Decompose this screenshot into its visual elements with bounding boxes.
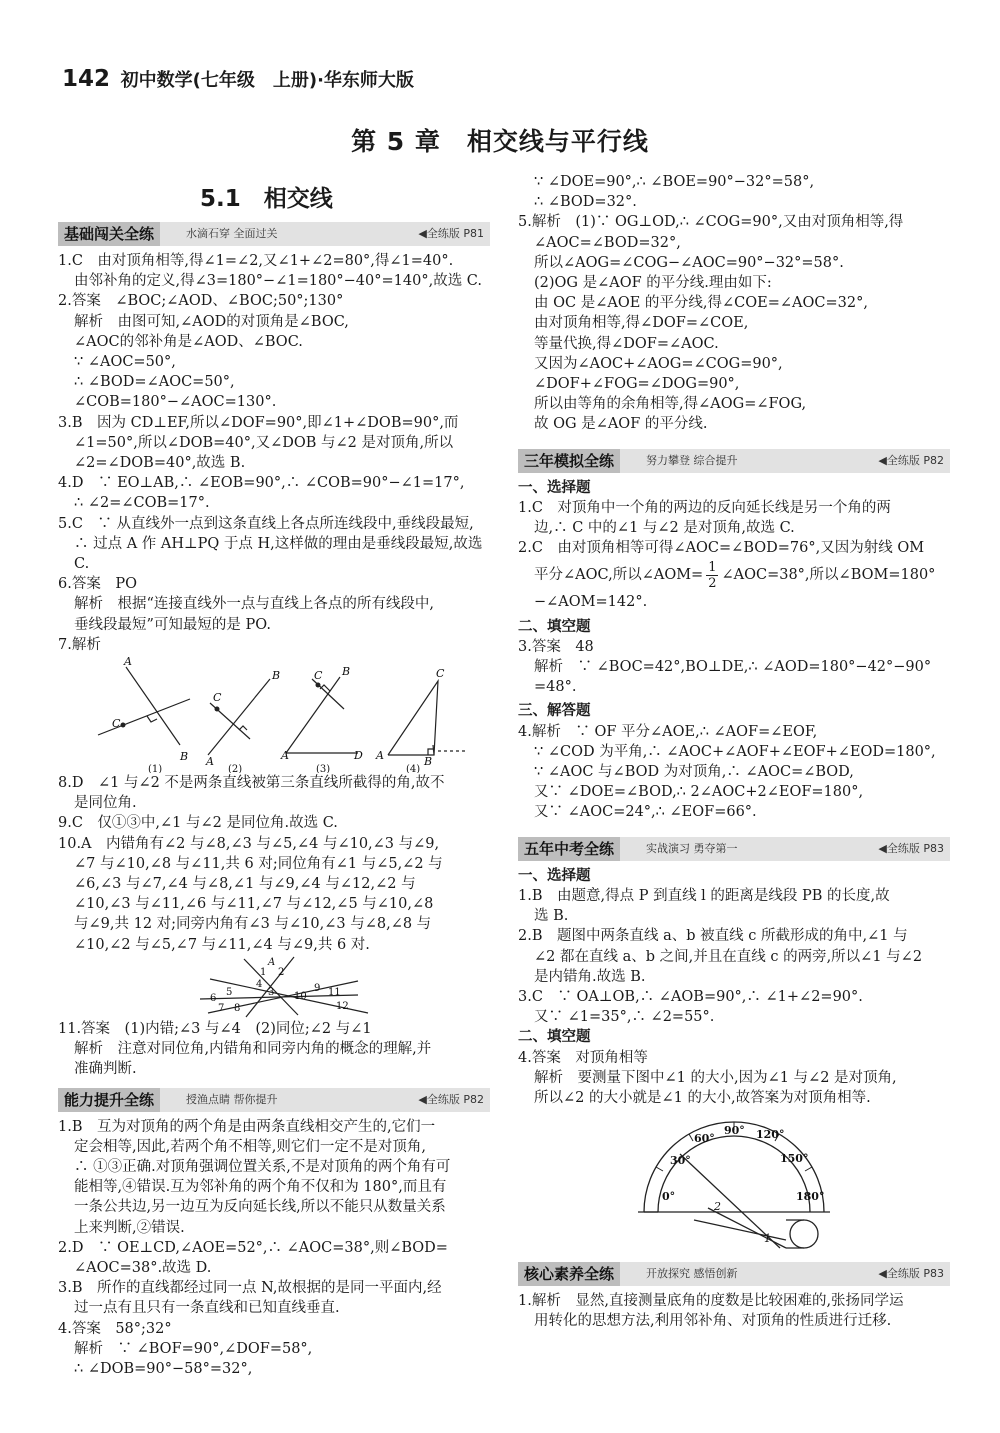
figure-point-label: B bbox=[342, 665, 351, 679]
figure-caption: (3) bbox=[316, 764, 331, 774]
subheading: 一、选择题 bbox=[518, 867, 591, 884]
protractor-angle-label: 150° bbox=[780, 1152, 809, 1166]
figure-label: 10 bbox=[294, 990, 307, 1002]
bar-subtitle: 授渔点睛 帮你提升 bbox=[186, 1092, 278, 1106]
left-column bbox=[58, 219, 490, 1379]
answer-line: 又∵ ∠DOE=∠BOD,∴ 2∠AOC+2∠EOF=180°, bbox=[534, 784, 864, 801]
answer-line: 是同位角. bbox=[74, 795, 137, 812]
answer-line: ∠6,∠3 与∠7,∠4 与∠8,∠1 与∠9,∠4 与∠12,∠2 与 bbox=[74, 876, 416, 893]
answer-line: 解析 ∵ ∠BOF=90°,∠DOF=58°, bbox=[74, 1340, 313, 1357]
bar-title: 三年模拟全练 bbox=[518, 449, 620, 473]
answer-line: 解析 要测量下图中∠1 的大小,因为∠1 与∠2 是对顶角, bbox=[534, 1069, 897, 1086]
answer-line: 由邻补角的定义,得∠3=180°−∠1=180°−40°=140°,故选 C. bbox=[74, 273, 482, 290]
figure-point-label: A bbox=[376, 749, 384, 763]
answer-line: 所以由等角的余角相等,得∠AOG=∠FOG, bbox=[534, 396, 807, 413]
answer-line: 故 OG 是∠AOF 的平分线. bbox=[534, 416, 708, 433]
answer-line: ∠1=50°,所以∠DOB=40°,又∠DOB 与∠2 是对顶角,所以 bbox=[74, 434, 454, 451]
figure-point-label: C bbox=[436, 667, 445, 681]
answer-line: 过一点有且只有一条直线和已知直线垂直. bbox=[74, 1300, 340, 1317]
protractor-angle-label: 90° bbox=[724, 1124, 745, 1138]
answer-line: 等量代换,得∠DOF=∠AOC. bbox=[534, 335, 719, 352]
answer-line: ∵ ∠COD 为平角,∴ ∠AOC+∠AOF+∠EOF+∠EOD=180°, bbox=[534, 743, 936, 760]
angle-figure-q10 bbox=[58, 955, 490, 1019]
answer-line: 9.C 仅①③中,∠1 与∠2 是同位角.故选 C. bbox=[58, 815, 338, 832]
answer-line: 边,∴ C 中的∠1 与∠2 是对顶角,故选 C. bbox=[534, 520, 795, 537]
answer-line: 上来判断,②错误. bbox=[74, 1219, 185, 1236]
section-title: 5.1 相交线 bbox=[200, 186, 333, 212]
answer-line: 1.C 对顶角中一个角的两边的反向延长线是另一个角的两 bbox=[518, 499, 891, 516]
section-bar-five-year bbox=[518, 837, 950, 861]
answer-text: 平分∠AOC,所以∠AOM= bbox=[534, 567, 704, 584]
answer-line: =48°. bbox=[534, 679, 577, 696]
answer-line: 定会相等,因此,若两个角不相等,则它们一定不是对顶角, bbox=[74, 1138, 426, 1155]
answer-line: 4.解析 ∵ OF 平分∠AOE,∴ ∠AOF=∠EOF, bbox=[518, 723, 818, 740]
answer-line: 1.B 由题意,得点 P 到直线 l 的距离是线段 PB 的长度,故 bbox=[518, 887, 890, 904]
fraction-denominator: 2 bbox=[708, 575, 717, 591]
perpendicular-figures bbox=[58, 655, 490, 773]
answer-line: 解析 由图可知,∠AOD的对顶角是∠BOC, bbox=[74, 313, 349, 330]
answer-line: ∠AOC=∠BOD=32°, bbox=[534, 234, 681, 251]
answer-line: 3.B 所作的直线都经过同一点 N,故根据的是同一平面内,经 bbox=[58, 1280, 442, 1297]
figure-point-label: A bbox=[124, 655, 132, 669]
answer-line: 选 B. bbox=[534, 908, 569, 925]
figure-point-label: C bbox=[213, 691, 222, 705]
answer-line: 由对顶角相等,得∠DOF=∠COE, bbox=[534, 315, 749, 332]
figure-label: 8 bbox=[234, 1002, 241, 1014]
figure-label: 4 bbox=[256, 978, 263, 990]
figure-label: 2 bbox=[278, 966, 285, 978]
answer-line: 4.答案 对顶角相等 bbox=[518, 1049, 648, 1066]
figure-point-label: D bbox=[354, 749, 363, 763]
right-column bbox=[518, 172, 950, 1332]
answer-line: 又∵ ∠AOC=24°,∴ ∠EOF=66°. bbox=[534, 804, 757, 821]
figure-label: 3 bbox=[268, 986, 275, 998]
answer-line: ∠10,∠2 与∠5,∠7 与∠11,∠4 与∠9,共 6 对. bbox=[74, 936, 370, 953]
section-bar-core bbox=[518, 1262, 950, 1286]
figure-caption: (4) bbox=[406, 764, 421, 774]
answer-line bbox=[518, 558, 950, 592]
answer-line: 6.答案 PO bbox=[58, 576, 137, 593]
book-title: 初中数学(七年级 上册)·华东师大版 bbox=[120, 70, 414, 91]
answer-line: 8.D ∠1 与∠2 不是两条直线被第三条直线所截得的角,故不 bbox=[58, 775, 445, 792]
answer-line: 又∵ ∠1=35°,∴ ∠2=55°. bbox=[534, 1009, 715, 1026]
answer-line: 2.C 由对顶角相等可得∠AOC=∠BOD=76°,又因为射线 OM bbox=[518, 540, 925, 557]
figure-label: 5 bbox=[226, 986, 233, 998]
figure-label: 7 bbox=[218, 1002, 225, 1014]
answer-line: ∴ ①③正确.对顶角强调位置关系,不是对顶角的两个角有可 bbox=[74, 1158, 451, 1175]
answer-line: 2.答案 ∠BOC;∠AOD、∠BOC;50°;130° bbox=[58, 293, 344, 310]
answer-line: 2.D ∵ OE⊥CD,∠AOE=52°,∴ ∠AOC=38°,则∠BOD= bbox=[58, 1239, 448, 1256]
section-bar-basic bbox=[58, 222, 490, 246]
answer-line: 4.答案 58°;32° bbox=[58, 1320, 172, 1337]
figure-label: 9 bbox=[314, 982, 321, 994]
page-number: 142 bbox=[62, 66, 111, 92]
bar-subtitle: 实战演习 勇夺第一 bbox=[646, 841, 738, 855]
answer-line: 准确判断. bbox=[74, 1061, 137, 1078]
protractor-figure bbox=[518, 1108, 950, 1254]
answer-line: 垂线段最短”可知最短的是 PO. bbox=[74, 616, 271, 633]
answer-line: ∠2=∠DOB=40°,故选 B. bbox=[74, 455, 246, 472]
bar-reference: ◀全练版 P82 bbox=[418, 1092, 484, 1106]
answer-line: 能相等,④错误.互为邻补角的两个角不仅和为 180°,而且有 bbox=[74, 1179, 447, 1196]
answer-line: 2.B 题图中两条直线 a、b 被直线 c 所截形成的角中,∠1 与 bbox=[518, 928, 908, 945]
figure-caption: (1) bbox=[148, 764, 163, 774]
answer-line: 3.C ∵ OA⊥OB,∴ ∠AOB=90°,∴ ∠1+∠2=90°. bbox=[518, 988, 863, 1005]
figure-point-label: C bbox=[112, 717, 121, 731]
answer-line: 3.B 因为 CD⊥EF,所以∠DOF=90°,即∠1+∠DOB=90°,而 bbox=[58, 414, 459, 431]
answer-line: ∠COB=180°−∠AOC=130°. bbox=[74, 394, 277, 411]
bar-reference: ◀全练版 P83 bbox=[878, 1267, 944, 1281]
answer-line: ∴ 过点 A 作 AH⊥PQ 于点 H,这样做的理由是垂线段最短,故选 C. bbox=[74, 535, 483, 573]
answer-line: 1.解析 显然,直接测量底角的度数是比较困难的,张扬同学运 bbox=[518, 1293, 904, 1310]
protractor-angle-label: 180° bbox=[796, 1190, 825, 1204]
answer-line: ∴ ∠DOB=90°−58°=32°, bbox=[74, 1360, 253, 1377]
figure-point-label: A bbox=[281, 749, 289, 763]
answer-line: ∠10,∠3 与∠11,∠6 与∠11,∠7 与∠12,∠5 与∠10,∠8 bbox=[74, 896, 434, 913]
bar-reference: ◀全练版 P82 bbox=[878, 453, 944, 467]
answer-line: 1.B 互为对顶角的两个角是由两条直线相交产生的,它们一 bbox=[58, 1118, 436, 1135]
bar-subtitle: 努力攀登 综合提升 bbox=[646, 453, 738, 467]
bar-subtitle: 水滴石穿 全面过关 bbox=[186, 227, 278, 240]
angle-mark-label: 1 bbox=[764, 1232, 771, 1246]
answer-line: 用转化的思想方法,利用邻补角、对顶角的性质进行迁移. bbox=[534, 1313, 892, 1330]
answer-text: ∠AOC=38°,所以∠BOM=180° bbox=[721, 567, 936, 584]
answer-line: 1.C 由对顶角相等,得∠1=∠2,又∠1+∠2=80°,得∠1=40°. bbox=[58, 253, 454, 269]
figure-point-label: B bbox=[424, 755, 433, 769]
angle-mark-label: 2 bbox=[714, 1200, 721, 1214]
figure-point-label: A bbox=[206, 755, 214, 769]
answer-line: ∴ ∠BOD=∠AOC=50°, bbox=[74, 374, 235, 391]
section-bar-three-year bbox=[518, 449, 950, 473]
bar-title: 五年中考全练 bbox=[518, 837, 620, 861]
fraction bbox=[706, 560, 718, 591]
subheading: 三、解答题 bbox=[518, 703, 591, 720]
protractor-angle-label: 30° bbox=[670, 1154, 691, 1168]
answer-line: 3.答案 48 bbox=[518, 638, 594, 655]
answer-line: ∠DOF+∠FOG=∠DOG=90°, bbox=[534, 376, 740, 393]
figure-label: 6 bbox=[210, 992, 217, 1004]
answer-line: ∠AOC的邻补角是∠AOD、∠BOC. bbox=[74, 333, 303, 350]
answer-line: 11.答案 (1)内错;∠3 与∠4 (2)同位;∠2 与∠1 bbox=[58, 1020, 372, 1037]
figure-point-label: C bbox=[314, 669, 323, 683]
figure-label: 1 bbox=[260, 966, 267, 978]
figure-point-label: B bbox=[272, 669, 281, 683]
answer-line: 7.解析 bbox=[58, 636, 101, 653]
bar-title: 核心素养全练 bbox=[518, 1262, 620, 1286]
answer-line: ∵ ∠AOC=50°, bbox=[74, 354, 176, 371]
figure-caption: (2) bbox=[228, 764, 243, 774]
answer-line: 一条公共边,另一边互为反向延长线,所以不能只从数量关系 bbox=[74, 1199, 446, 1216]
answer-line: ∵ ∠AOC 与∠BOD 为对顶角,∴ ∠AOC=∠BOD, bbox=[534, 764, 854, 781]
answer-line: 5.解析 (1)∵ OG⊥OD,∴ ∠COG=90°,又由对顶角相等,得 bbox=[518, 214, 904, 231]
figure-label: 11 bbox=[328, 986, 341, 998]
answer-line: 解析 注意对同位角,内错角和同旁内角的概念的理解,并 bbox=[74, 1041, 432, 1058]
bar-title: 能力提升全练 bbox=[58, 1088, 160, 1112]
answer-line: 解析 ∵ ∠BOC=42°,BO⊥DE,∴ ∠AOD=180°−42°−90° bbox=[534, 659, 932, 676]
answer-line: 所以∠2 的大小就是∠1 的大小,故答案为对顶角相等. bbox=[534, 1089, 871, 1106]
answer-line: 解析 根据“连接直线外一点与直线上各点的所有线段中, bbox=[74, 596, 435, 613]
figure-label: A bbox=[268, 956, 276, 968]
answer-line: ∠AOC=38°.故选 D. bbox=[74, 1259, 212, 1276]
figure-point-label: B bbox=[180, 750, 189, 764]
bar-reference: ◀全练版 P81 bbox=[418, 227, 484, 240]
protractor-angle-label: 120° bbox=[756, 1128, 785, 1142]
bar-subtitle: 开放探究 感悟创新 bbox=[646, 1267, 738, 1281]
answer-line: 4.D ∵ EO⊥AB,∴ ∠EOB=90°,∴ ∠COB=90°−∠1=17°, bbox=[58, 475, 465, 492]
answer-line: −∠AOM=142°. bbox=[534, 594, 648, 611]
section-bar-ability bbox=[58, 1088, 490, 1112]
subheading: 二、填空题 bbox=[518, 618, 591, 635]
answer-line: ∴ ∠2=∠COB=17°. bbox=[74, 495, 210, 512]
answer-line: ∠7 与∠10,∠8 与∠11,共 6 对;同位角有∠1 与∠5,∠2 与 bbox=[74, 855, 443, 872]
bar-reference: ◀全练版 P83 bbox=[878, 841, 944, 855]
answer-line: 由 OC 是∠AOE 的平分线,得∠COE=∠AOC=32°, bbox=[534, 295, 868, 312]
answer-line: 是内错角.故选 B. bbox=[534, 968, 646, 985]
bar-title: 基础闯关全练 bbox=[58, 222, 160, 246]
answer-line: (2)OG 是∠AOF 的平分线.理由如下: bbox=[534, 275, 772, 292]
answer-line: 与∠9,共 12 对;同旁内角有∠3 与∠10,∠3 与∠8,∠8 与 bbox=[74, 916, 432, 933]
answer-line: 10.A 内错角有∠2 与∠8,∠3 与∠5,∠4 与∠10,∠3 与∠9, bbox=[58, 835, 440, 852]
answer-line: ∴ ∠BOD=32°. bbox=[534, 194, 637, 211]
answer-line: ∵ ∠DOE=90°,∴ ∠BOE=90°−32°=58°, bbox=[534, 174, 815, 190]
page-header bbox=[62, 66, 414, 92]
subheading: 二、填空题 bbox=[518, 1029, 591, 1046]
fraction-numerator: 1 bbox=[708, 559, 717, 575]
protractor-angle-label: 60° bbox=[694, 1132, 715, 1146]
answer-line: 5.C ∵ 从直线外一点到这条直线上各点所连线段中,垂线段最短, bbox=[58, 515, 474, 532]
protractor-angle-label: 0° bbox=[662, 1190, 676, 1204]
answer-line: ∠2 都在直线 a、b 之间,并且在直线 c 的两旁,所以∠1 与∠2 bbox=[534, 948, 923, 965]
answer-line: 又因为∠AOC+∠AOG=∠COG=90°, bbox=[534, 355, 783, 372]
subheading: 一、选择题 bbox=[518, 479, 591, 496]
answer-line: 所以∠AOG=∠COG−∠AOC=90°−32°=58°. bbox=[534, 254, 844, 271]
chapter-title: 第 5 章 相交线与平行线 bbox=[351, 127, 649, 156]
figure-label: 12 bbox=[336, 1000, 349, 1012]
